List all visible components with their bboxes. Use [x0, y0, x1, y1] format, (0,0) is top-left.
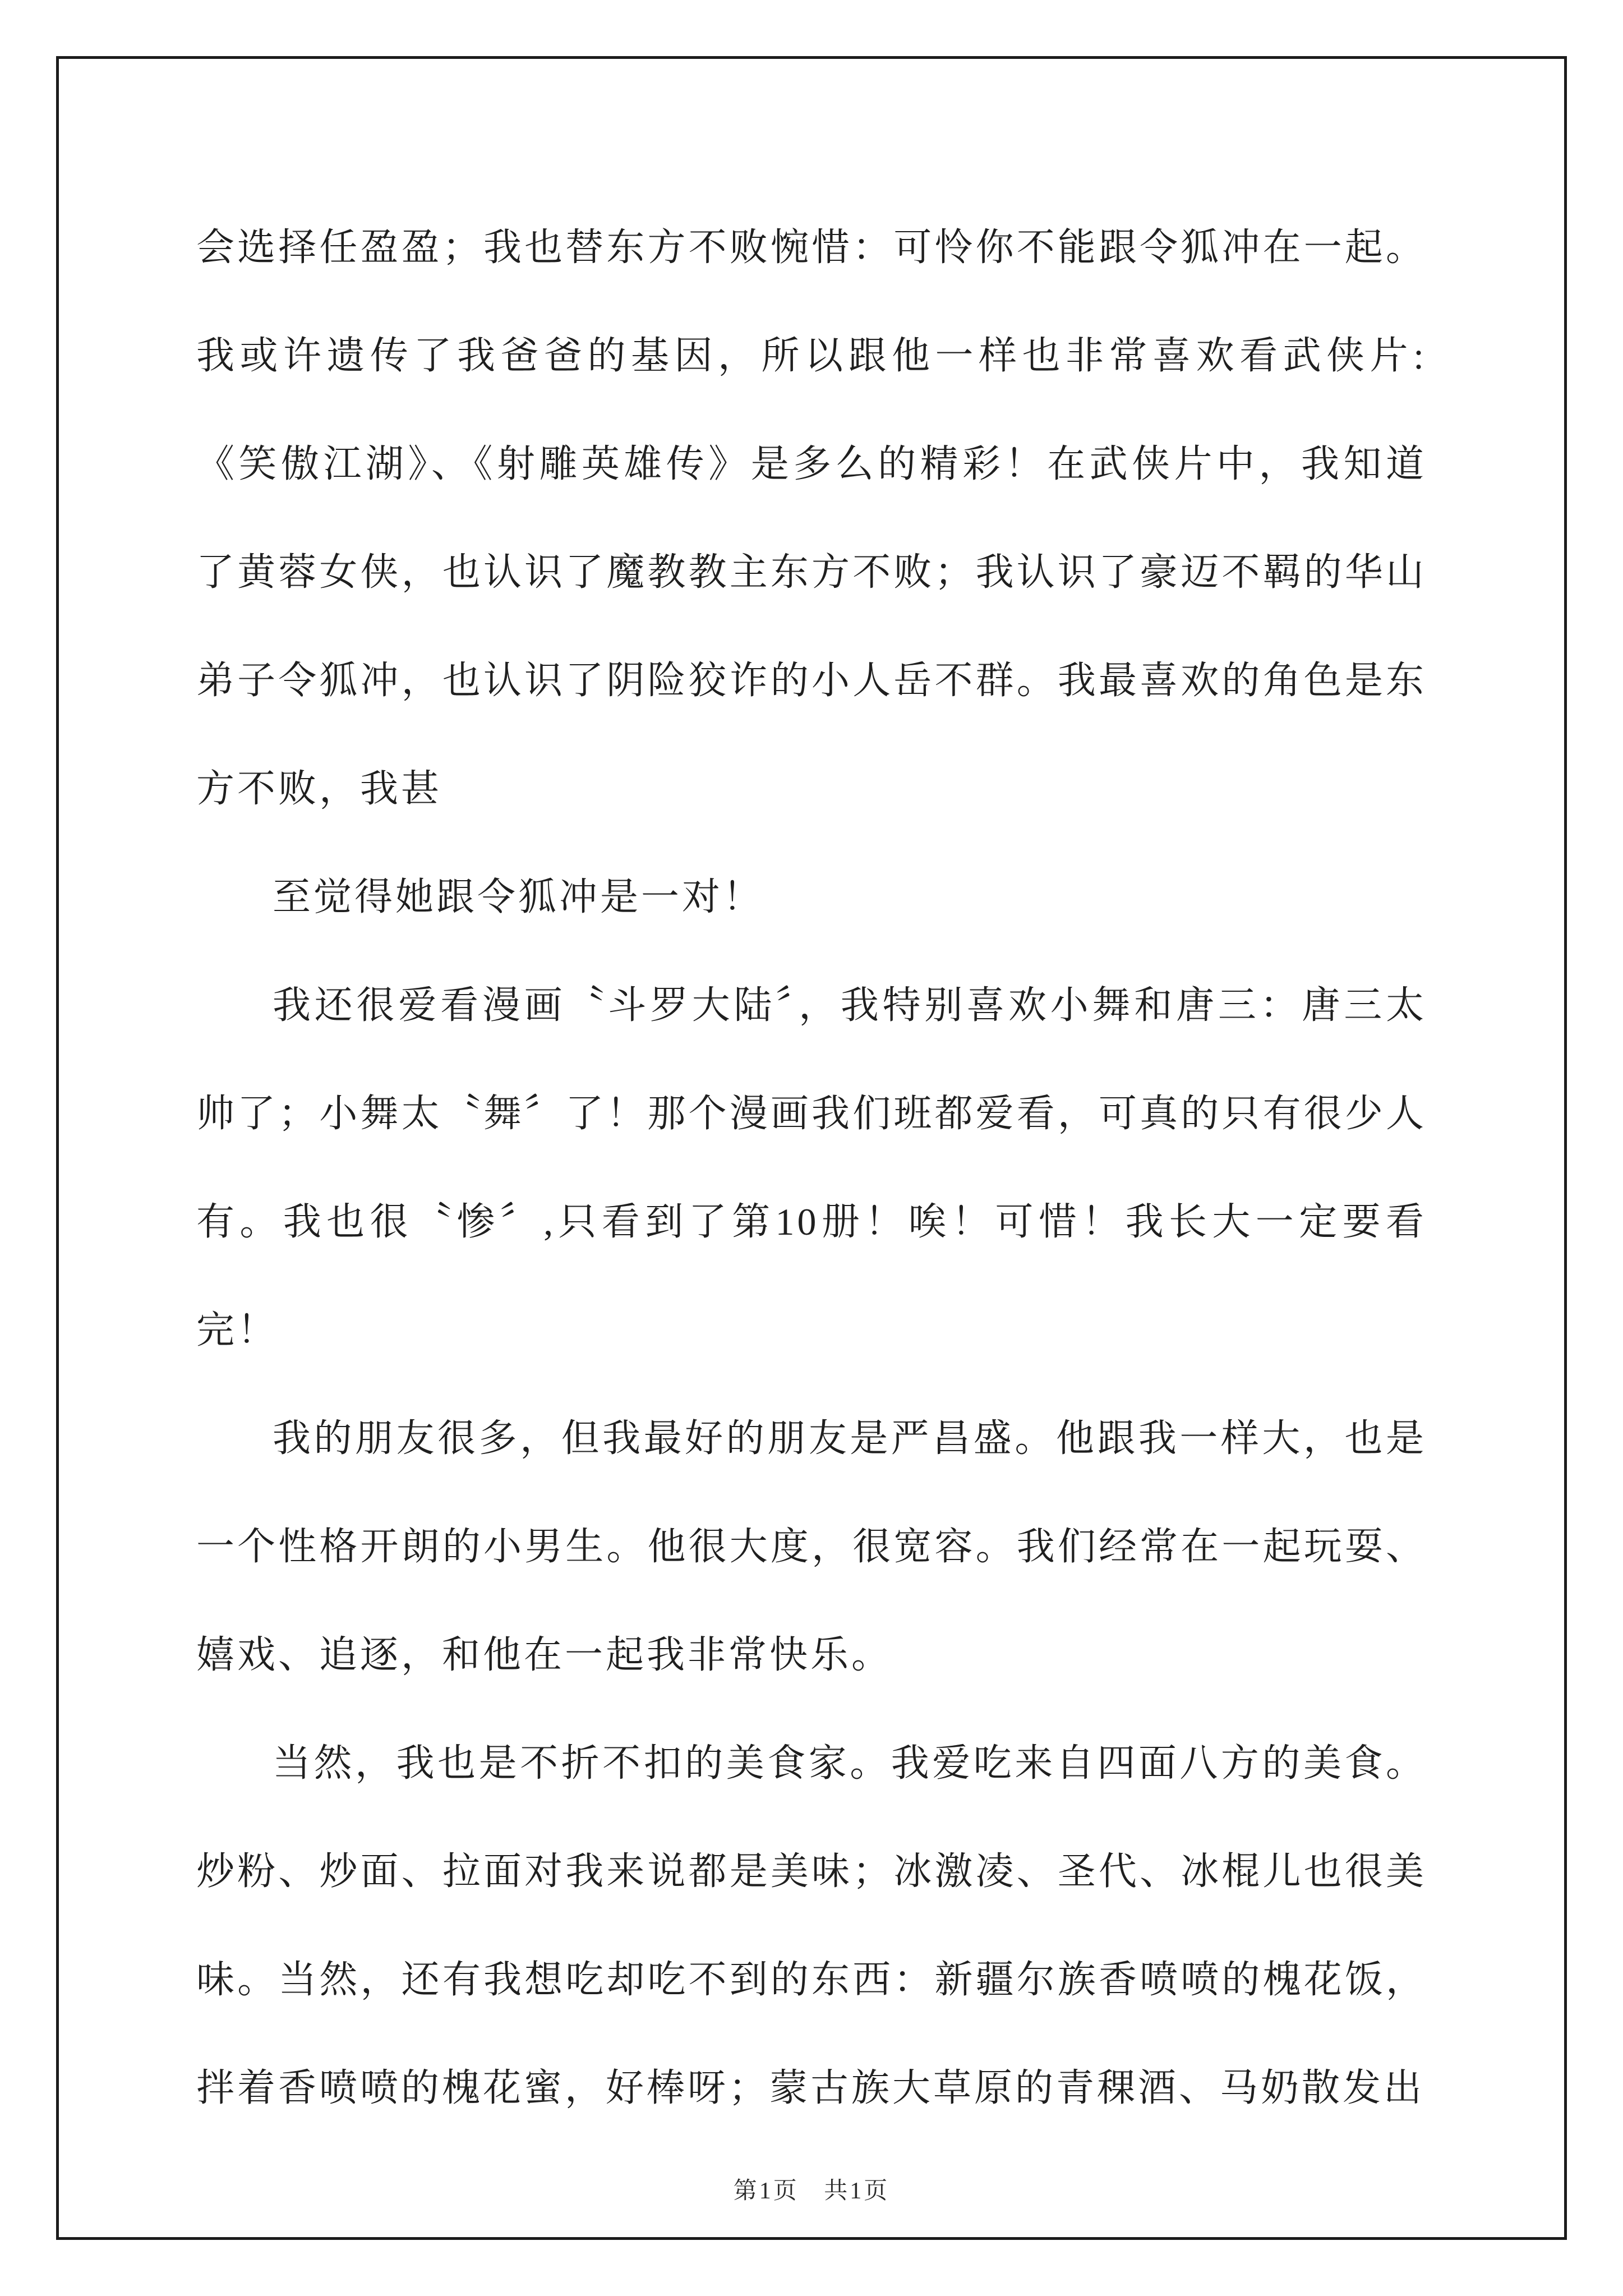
essay-body: [196, 194, 1427, 2142]
paragraph: 至觉得她跟令狐冲是一对！: [273, 876, 764, 918]
paragraph-continuation: 会选择任盈盈；我也替东方不败惋惜：可怜你不能跟令狐冲在一起。我或许遗传了我爸爸的基因，所以跟他一样也非常喜欢看武侠片:《笑傲江湖》、《射雕英雄传》是多么的精彩！在武侠片中，我知道了黄蓉女侠，也认识了魔教教主东方不败；我认识了豪迈不羁的华山弟子令狐冲，也认识了阴险狡诈的小人岳不群。我最喜欢的角色是东方不败，我甚: [196, 226, 1427, 810]
footer-page-number: 第1页: [733, 2178, 799, 2204]
footer-page-total: 共1页: [824, 2178, 890, 2204]
paragraph: 我的朋友很多，但我最好的朋友是严昌盛。他跟我一样大，也是一个性格开朗的小男生。他很大度，很宽容。我们经常在一起玩耍、嬉戏、追逐，和他在一起我非常快乐。: [196, 1417, 1427, 1676]
paragraph: 当然，我也是不折不扣的美食家。我爱吃来自四面八方的美食。炒粉、炒面、拉面对我来说都是美味；冰激凌、圣代、冰棍儿也很美味。当然，还有我想吃却吃不到的东西：新疆尔族香喷喷的槐花饭，拌着香喷喷的槐花蜜，好棒呀；蒙古族大草原的青稞酒、马奶散发出: [196, 1742, 1427, 2109]
paragraph: 我还很爱看漫画〝斗罗大陆〞，我特别喜欢小舞和唐三：唐三太帅了；小舞太〝舞〞了！那个漫画我们班都爱看，可真的只有很少人有。我也很〝惨〞,只看到了第10册！唉！可惜！我长大一定要看完！: [196, 984, 1427, 1351]
page-footer: [0, 2172, 1623, 2206]
